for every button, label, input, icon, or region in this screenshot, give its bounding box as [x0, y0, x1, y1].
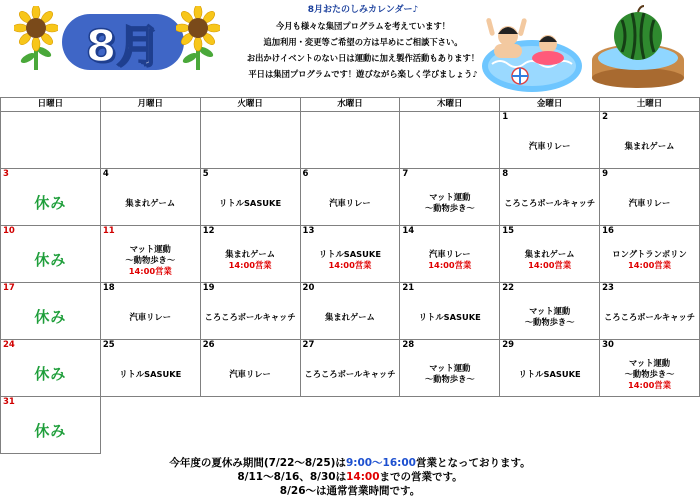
activity-name: 集まれゲーム	[125, 197, 176, 208]
activity-name: マット運動	[429, 192, 471, 202]
day-number: 7	[402, 169, 409, 179]
footer-text: 8/11～8/16、8/30は	[237, 471, 347, 483]
day-cell-content	[400, 283, 499, 339]
empty-cell	[200, 397, 300, 454]
activity	[201, 181, 300, 225]
activity	[201, 124, 300, 168]
footer-text: までの営業です。	[379, 471, 463, 483]
activity-name: マット運動	[129, 243, 171, 254]
day-cell-content	[400, 169, 499, 225]
day-cell	[600, 283, 700, 340]
empty-cell	[300, 397, 400, 454]
empty-cell	[600, 397, 700, 454]
day-number: 18	[102, 283, 115, 293]
day-cell	[1, 340, 101, 397]
activity-name: ～動物歩き～	[424, 203, 475, 213]
day-cell	[1, 397, 101, 454]
activity	[1, 352, 100, 396]
calendar-week-row	[1, 226, 700, 283]
activity	[600, 124, 699, 168]
day-cell	[200, 226, 300, 283]
day-number: 17	[3, 283, 15, 293]
activity-name: ～動物歩き～	[125, 254, 176, 265]
holiday-label: 休み	[34, 250, 67, 269]
activity-name: 汽車リレー	[628, 197, 671, 208]
activity	[301, 352, 400, 396]
day-cell-content	[400, 112, 499, 168]
footer-notice	[0, 456, 700, 498]
calendar-week-row	[1, 283, 700, 340]
closing-time: 14:00営業	[328, 260, 372, 270]
day-cell-content	[600, 226, 699, 282]
day-number: 19	[202, 283, 215, 293]
closing-time: 14:00営業	[528, 260, 572, 270]
calendar-week-row	[1, 397, 700, 454]
weekday-header: 日曜日	[1, 98, 101, 112]
activity	[301, 181, 400, 225]
day-cell	[500, 340, 600, 397]
day-cell	[200, 112, 300, 169]
activity	[1, 295, 100, 339]
calendar-title: 8月おたのしみカレンダー♪	[307, 5, 419, 15]
day-number: 26	[202, 340, 215, 350]
activity-name: 集まれゲーム	[325, 311, 375, 322]
day-cell	[300, 169, 400, 226]
day-cell	[200, 169, 300, 226]
activity-name: 集まれゲーム	[524, 249, 575, 259]
weekday-header: 金曜日	[500, 98, 600, 112]
activity-name: ころころボールキャッチ	[504, 197, 596, 208]
weekday-header: 土曜日	[600, 98, 700, 112]
day-number: 28	[402, 340, 415, 350]
day-cell	[1, 112, 101, 169]
day-cell-content	[600, 283, 699, 339]
day-cell-content	[500, 226, 599, 282]
activity	[400, 181, 499, 225]
day-cell	[300, 340, 400, 397]
day-cell-content	[400, 340, 499, 396]
activity-name: リトルSASUKE	[219, 197, 282, 208]
day-cell-content	[1, 283, 100, 339]
closing-time: 14:00営業	[428, 260, 472, 270]
calendar-week-row	[1, 169, 700, 226]
activity-name: 汽車リレー	[528, 140, 571, 151]
activity	[500, 238, 599, 282]
footer-text: 営業となっております。	[415, 457, 531, 469]
activity-name: マット運動	[628, 357, 671, 368]
activity-name: マット運動	[429, 363, 471, 373]
activity-name: 汽車リレー	[429, 249, 471, 259]
day-cell	[300, 112, 400, 169]
day-cell-content	[500, 169, 599, 225]
day-cell-content	[1, 112, 100, 168]
day-cell	[400, 169, 500, 226]
footer-line	[0, 456, 700, 470]
activity	[600, 238, 699, 282]
day-cell-content	[500, 112, 599, 168]
activity	[500, 295, 599, 339]
watermelon-tub-illustration	[588, 4, 688, 90]
weekday-header: 月曜日	[100, 98, 200, 112]
day-cell	[200, 283, 300, 340]
day-cell-content	[1, 397, 100, 453]
weekday-header: 水曜日	[300, 98, 400, 112]
closing-time: 14:00営業	[628, 379, 672, 390]
activity	[101, 352, 200, 396]
day-number: 1	[502, 112, 509, 122]
day-cell	[1, 169, 101, 226]
activity	[201, 295, 300, 339]
empty-cell	[500, 397, 600, 454]
day-cell	[100, 283, 200, 340]
month-badge: 8月	[62, 14, 184, 70]
day-cell	[400, 226, 500, 283]
day-cell	[1, 283, 101, 340]
activity-name: リトルSASUKE	[418, 311, 481, 322]
footer-line: 8/26～は通常営業時間です。	[279, 485, 421, 497]
day-number: 20	[302, 283, 315, 293]
activity	[101, 124, 200, 168]
day-cell-content	[101, 169, 200, 225]
header-line: 追加利用・変更等ご希望の方は早めにご相談下さい。	[263, 37, 463, 47]
day-number: 13	[302, 226, 315, 236]
day-cell	[100, 226, 200, 283]
activity-name: ～動物歩き～	[424, 374, 475, 384]
activity	[201, 352, 300, 396]
day-cell-content	[101, 226, 200, 282]
empty-cell	[100, 397, 200, 454]
activity-name: ロングトランポリン	[612, 249, 687, 259]
day-cell-content	[101, 112, 200, 168]
activity	[201, 238, 300, 282]
holiday-label: 休み	[34, 421, 67, 440]
closing-time: 14:00営業	[228, 260, 272, 270]
day-cell-content	[201, 169, 300, 225]
activity-name: ころころボールキャッチ	[304, 368, 396, 379]
day-cell	[500, 169, 600, 226]
activity-name: リトルSASUKE	[119, 368, 182, 379]
sunflower-icon	[14, 6, 58, 70]
day-cell-content	[201, 226, 300, 282]
activity-name: ころころボールキャッチ	[204, 311, 296, 322]
activity	[600, 181, 699, 225]
weekday-header-row	[1, 98, 700, 112]
activity	[600, 295, 699, 339]
activity	[400, 124, 499, 168]
activity-name: 集まれゲーム	[624, 140, 675, 151]
calendar-week-row	[1, 340, 700, 397]
activity	[1, 181, 100, 225]
activity-name: 集まれゲーム	[225, 249, 275, 259]
day-cell-content	[301, 283, 400, 339]
day-cell-content	[201, 283, 300, 339]
day-cell-content	[1, 226, 100, 282]
day-cell-content	[201, 112, 300, 168]
activity-name: リトルSASUKE	[518, 368, 581, 379]
weekday-header: 木曜日	[400, 98, 500, 112]
day-cell-content	[600, 112, 699, 168]
day-cell	[500, 226, 600, 283]
day-number: 10	[3, 226, 15, 236]
holiday-label: 休み	[34, 193, 67, 212]
activity-name: マット運動	[529, 306, 571, 316]
kids-swimming-illustration	[480, 14, 584, 94]
activity	[301, 238, 400, 282]
activity-name: ころころボールキャッチ	[603, 311, 696, 322]
day-number: 8	[502, 169, 509, 179]
day-cell	[300, 226, 400, 283]
day-cell-content	[600, 340, 699, 396]
day-cell	[600, 169, 700, 226]
day-number: 5	[202, 169, 209, 179]
day-cell	[400, 112, 500, 169]
activity	[101, 295, 200, 339]
day-number: 14	[402, 226, 415, 236]
activity	[101, 181, 200, 225]
day-cell-content	[1, 169, 100, 225]
activity	[1, 409, 100, 453]
header-line: お出かけイベントのない日は運動に加え製作活動もあります！	[246, 53, 480, 63]
activity	[500, 181, 599, 225]
activity	[301, 124, 400, 168]
holiday-label: 休み	[34, 364, 67, 383]
activity	[101, 238, 200, 282]
day-cell-content	[500, 283, 599, 339]
day-cell-content	[301, 340, 400, 396]
header-message	[228, 2, 498, 82]
day-number: 3	[3, 169, 9, 179]
closing-time: 14:00営業	[128, 265, 172, 276]
activity-name: ～動物歩き～	[524, 317, 575, 327]
day-cell	[100, 169, 200, 226]
day-cell	[600, 340, 700, 397]
activity	[500, 352, 599, 396]
calendar-header	[0, 0, 700, 97]
day-cell	[400, 340, 500, 397]
day-number: 15	[502, 226, 515, 236]
day-number: 11	[102, 226, 115, 236]
day-number: 22	[502, 283, 515, 293]
day-cell-content	[301, 112, 400, 168]
day-cell-content	[101, 340, 200, 396]
activity	[400, 295, 499, 339]
day-cell	[200, 340, 300, 397]
closing-time: 14:00営業	[628, 260, 672, 270]
day-number: 23	[602, 283, 614, 293]
weekday-header: 火曜日	[200, 98, 300, 112]
day-cell-content	[201, 340, 300, 396]
footer-text: 今年度の夏休み期間(7/22～8/25)は	[169, 457, 346, 469]
summer-hours: 9:00～16:00	[345, 457, 416, 469]
day-cell	[500, 112, 600, 169]
activity	[1, 238, 100, 282]
day-number: 9	[602, 169, 608, 179]
day-cell	[600, 112, 700, 169]
activity-name: ～動物歩き～	[624, 368, 675, 379]
day-cell-content	[600, 169, 699, 225]
calendar-body	[1, 112, 700, 454]
activity-name: 汽車リレー	[229, 368, 271, 379]
activity-name: 汽車リレー	[329, 197, 371, 208]
day-number: 6	[302, 169, 309, 179]
activity-name: リトルSASUKE	[318, 249, 381, 259]
day-cell	[300, 283, 400, 340]
day-cell-content	[101, 283, 200, 339]
day-cell	[1, 226, 101, 283]
day-number: 30	[602, 340, 614, 350]
activity	[600, 352, 699, 396]
sunflower-icon	[176, 6, 220, 70]
day-number: 24	[3, 340, 15, 350]
activity	[500, 124, 599, 168]
activity	[1, 124, 100, 168]
day-cell	[400, 283, 500, 340]
activity	[400, 352, 499, 396]
footer-line	[0, 470, 700, 484]
header-line: 平日は集団プログラムです！遊びながら楽しく学びましょう♪	[248, 69, 478, 79]
day-number: 4	[102, 169, 109, 179]
day-number: 29	[502, 340, 515, 350]
day-number: 25	[102, 340, 115, 350]
short-hours: 14:00	[346, 471, 380, 483]
day-cell-content	[500, 340, 599, 396]
day-number: 27	[302, 340, 315, 350]
activity-name: 汽車リレー	[129, 311, 172, 322]
day-cell-content	[1, 340, 100, 396]
activity	[400, 238, 499, 282]
holiday-label: 休み	[34, 307, 67, 326]
day-number: 2	[602, 112, 608, 122]
day-cell-content	[301, 169, 400, 225]
day-cell	[100, 340, 200, 397]
empty-cell	[400, 397, 500, 454]
day-cell-content	[400, 226, 499, 282]
header-line: 今月も様々な集団プログラムを考えています！	[275, 21, 451, 31]
calendar-week-row	[1, 112, 700, 169]
day-cell	[600, 226, 700, 283]
day-number: 31	[3, 397, 15, 407]
day-number: 21	[402, 283, 415, 293]
day-number: 12	[202, 226, 215, 236]
day-cell-content	[301, 226, 400, 282]
day-cell	[500, 283, 600, 340]
day-cell	[100, 112, 200, 169]
day-number: 16	[602, 226, 614, 236]
activity	[301, 295, 400, 339]
calendar-table	[0, 97, 700, 454]
